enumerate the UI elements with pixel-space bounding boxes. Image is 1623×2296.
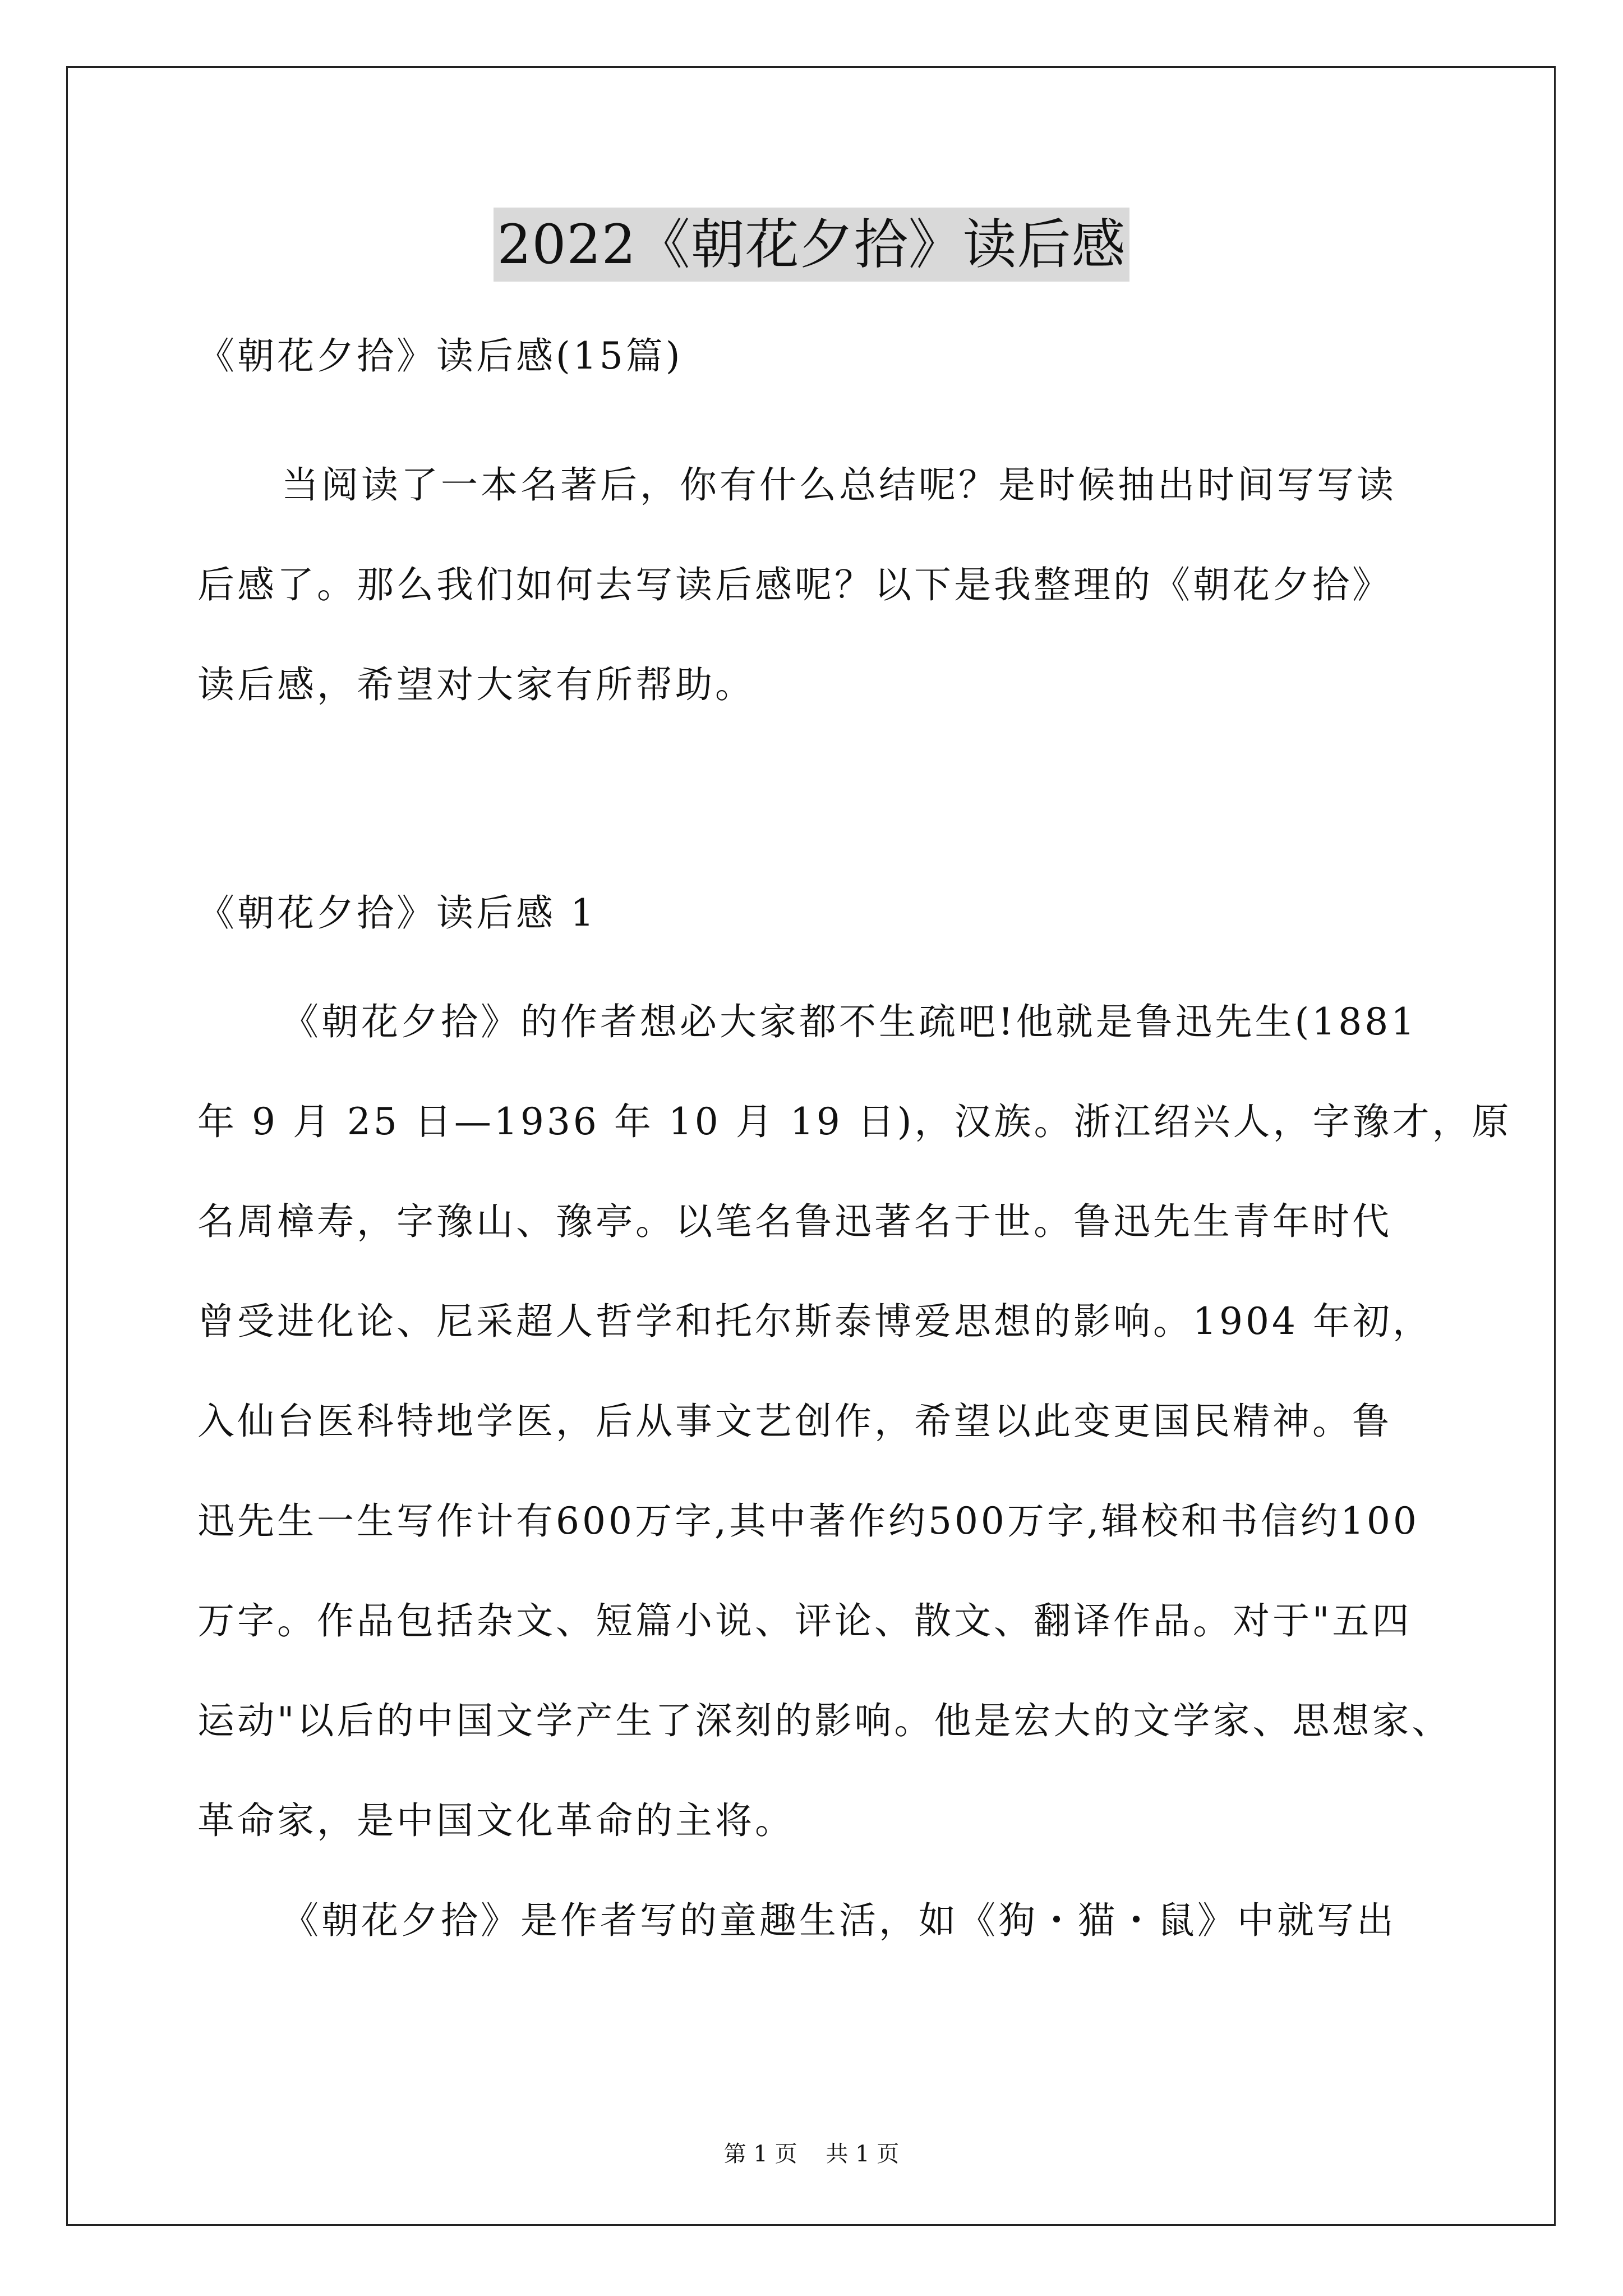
- document-subtitle: 《朝花夕拾》读后感(15篇): [197, 334, 683, 378]
- para1-line-5: 入仙台医科特地学医，后从事文艺创作，希望以此变更国民精神。鲁: [197, 1400, 1392, 1443]
- para1-line-2: 年 9 月 25 日—1936 年 10 月 19 日)，汉族。浙江绍兴人，字豫才，原: [197, 1100, 1512, 1143]
- page-number-footer: 第 1 页 共 1 页: [723, 2141, 900, 2167]
- document-title-container: [0, 208, 1623, 282]
- intro-line-1: 当阅读了一本名著后，你有什么总结呢？是时候抽出时间写写读: [282, 463, 1396, 507]
- para1-line-8: 运动"以后的中国文学产生了深刻的影响。他是宏大的文学家、思想家、: [197, 1699, 1452, 1742]
- para1-line-4: 曾受进化论、尼采超人哲学和托尔斯泰博爱思想的影响。1904 年初，: [197, 1300, 1432, 1343]
- para1-line-3: 名周樟寿，字豫山、豫亭。以笔名鲁迅著名于世。鲁迅先生青年时代: [197, 1200, 1392, 1243]
- intro-line-2: 后感了。那么我们如何去写读后感呢？以下是我整理的《朝花夕拾》: [197, 563, 1392, 606]
- para1-line-1: 《朝花夕拾》的作者想必大家都不生疏吧!他就是鲁迅先生(1881: [282, 1000, 1418, 1043]
- intro-line-3: 读后感，希望对大家有所帮助。: [197, 663, 755, 706]
- para1-line-7: 万字。作品包括杂文、短篇小说、评论、散文、翻译作品。对于"五四: [197, 1599, 1412, 1642]
- para1-line-6: 迅先生一生写作计有600万字,其中著作约500万字,辑校和书信约100: [197, 1499, 1419, 1543]
- para2-line-1: 《朝花夕拾》是作者写的童趣生活，如《狗・猫・鼠》中就写出: [282, 1899, 1396, 1942]
- para1-line-9: 革命家，是中国文化革命的主将。: [197, 1799, 795, 1842]
- section-heading: 《朝花夕拾》读后感 1: [197, 891, 597, 935]
- document-title: 2022《朝花夕拾》读后感: [494, 208, 1129, 282]
